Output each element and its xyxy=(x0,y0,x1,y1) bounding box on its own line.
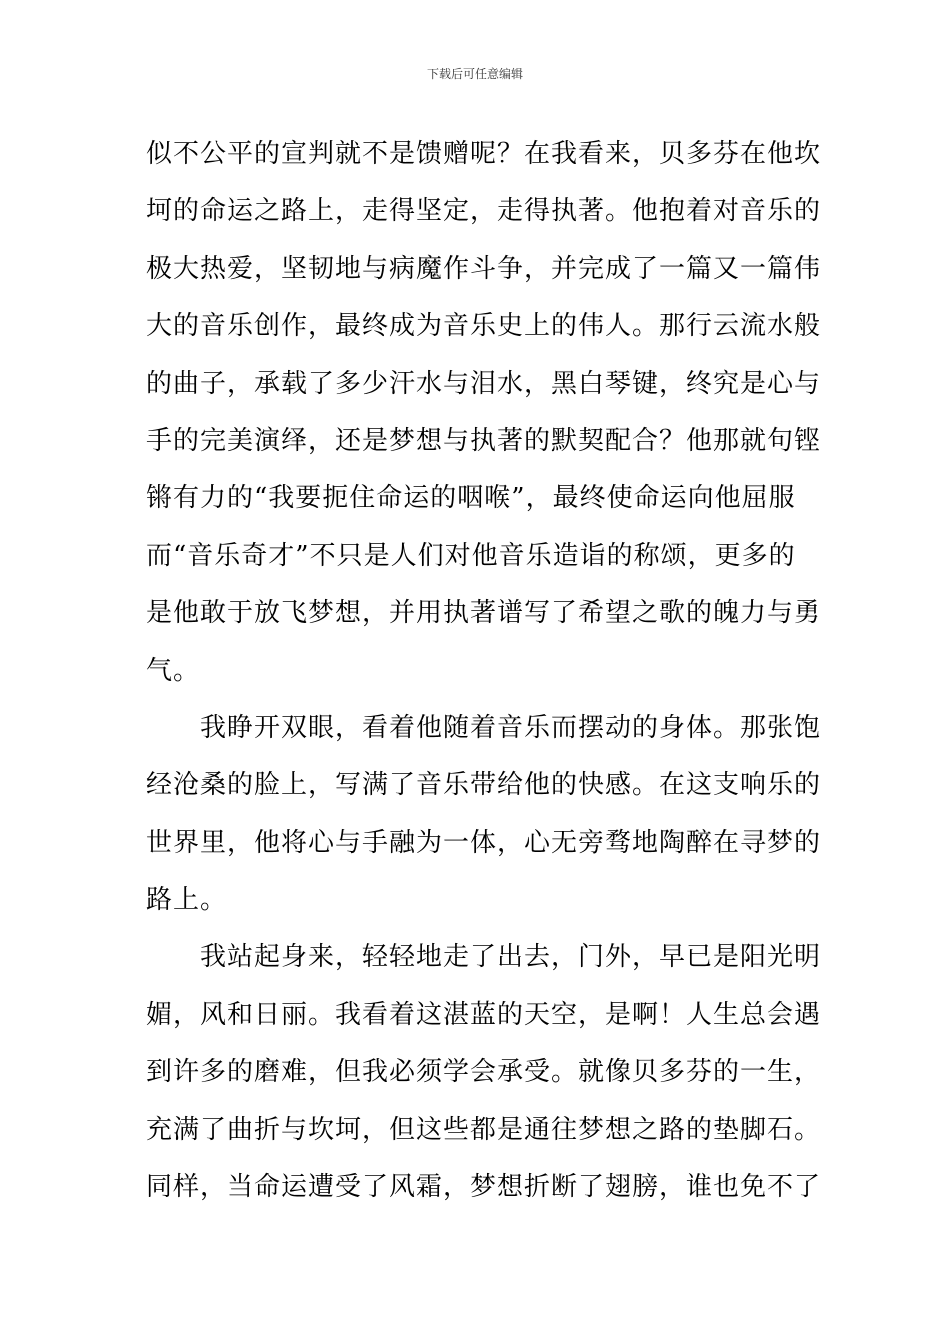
text-line: 气。 xyxy=(146,655,201,686)
text-line: 大的音乐创作，最终成为音乐史上的伟人。那行云流水般 xyxy=(146,311,822,342)
text-line: 的曲子，承载了多少汗水与泪水，黑白琴键，终究是心与 xyxy=(146,368,822,399)
text-line: 经沧桑的脸上，写满了音乐带给他的快感。在这支响乐的 xyxy=(146,770,822,801)
text-line: 极大热爱，坚韧地与病魔作斗争，并完成了一篇又一篇伟 xyxy=(146,253,822,284)
text-line: 手的完美演绎，还是梦想与执著的默契配合？他那就句铿 xyxy=(146,425,822,456)
text-line: 我站起身来，轻轻地走了出去，门外，早已是阳光明 xyxy=(146,942,822,973)
text-line: 同样，当命运遭受了风霜，梦想折断了翅膀，谁也免不了 xyxy=(146,1172,822,1203)
text-line: 充满了曲折与坎坷，但这些都是通往梦想之路的垫脚石。 xyxy=(146,1114,822,1145)
text-line: 而“音乐奇才”不只是人们对他音乐造诣的称颂，更多的 xyxy=(146,540,796,571)
text-line: 路上。 xyxy=(146,885,228,916)
text-line: 锵有力的“我要扼住命运的咽喉”，最终使命运向他屈服 xyxy=(146,483,796,514)
text-line: 媚，风和日丽。我看着这湛蓝的天空，是啊！人生总会遇 xyxy=(146,999,822,1030)
text-line: 到许多的磨难，但我必须学会承受。就像贝多芬的一生， xyxy=(146,1057,822,1088)
text-line: 世界里，他将心与手融为一体，心无旁骛地陶醉在寻梦的 xyxy=(146,827,822,858)
text-line: 我睁开双眼，看着他随着音乐而摆动的身体。那张饱 xyxy=(146,712,822,743)
document-body xyxy=(146,126,822,1216)
text-line: 似不公平的宣判就不是馈赠呢？在我看来，贝多芬在他坎 xyxy=(146,139,822,169)
text-line: 坷的命运之路上，走得坚定，走得执著。他抱着对音乐的 xyxy=(146,196,822,227)
text-line: 是他敢于放飞梦想，并用执著谱写了希望之歌的魄力与勇 xyxy=(146,598,822,629)
page-header-note: 下载后可任意编辑 xyxy=(426,67,523,81)
